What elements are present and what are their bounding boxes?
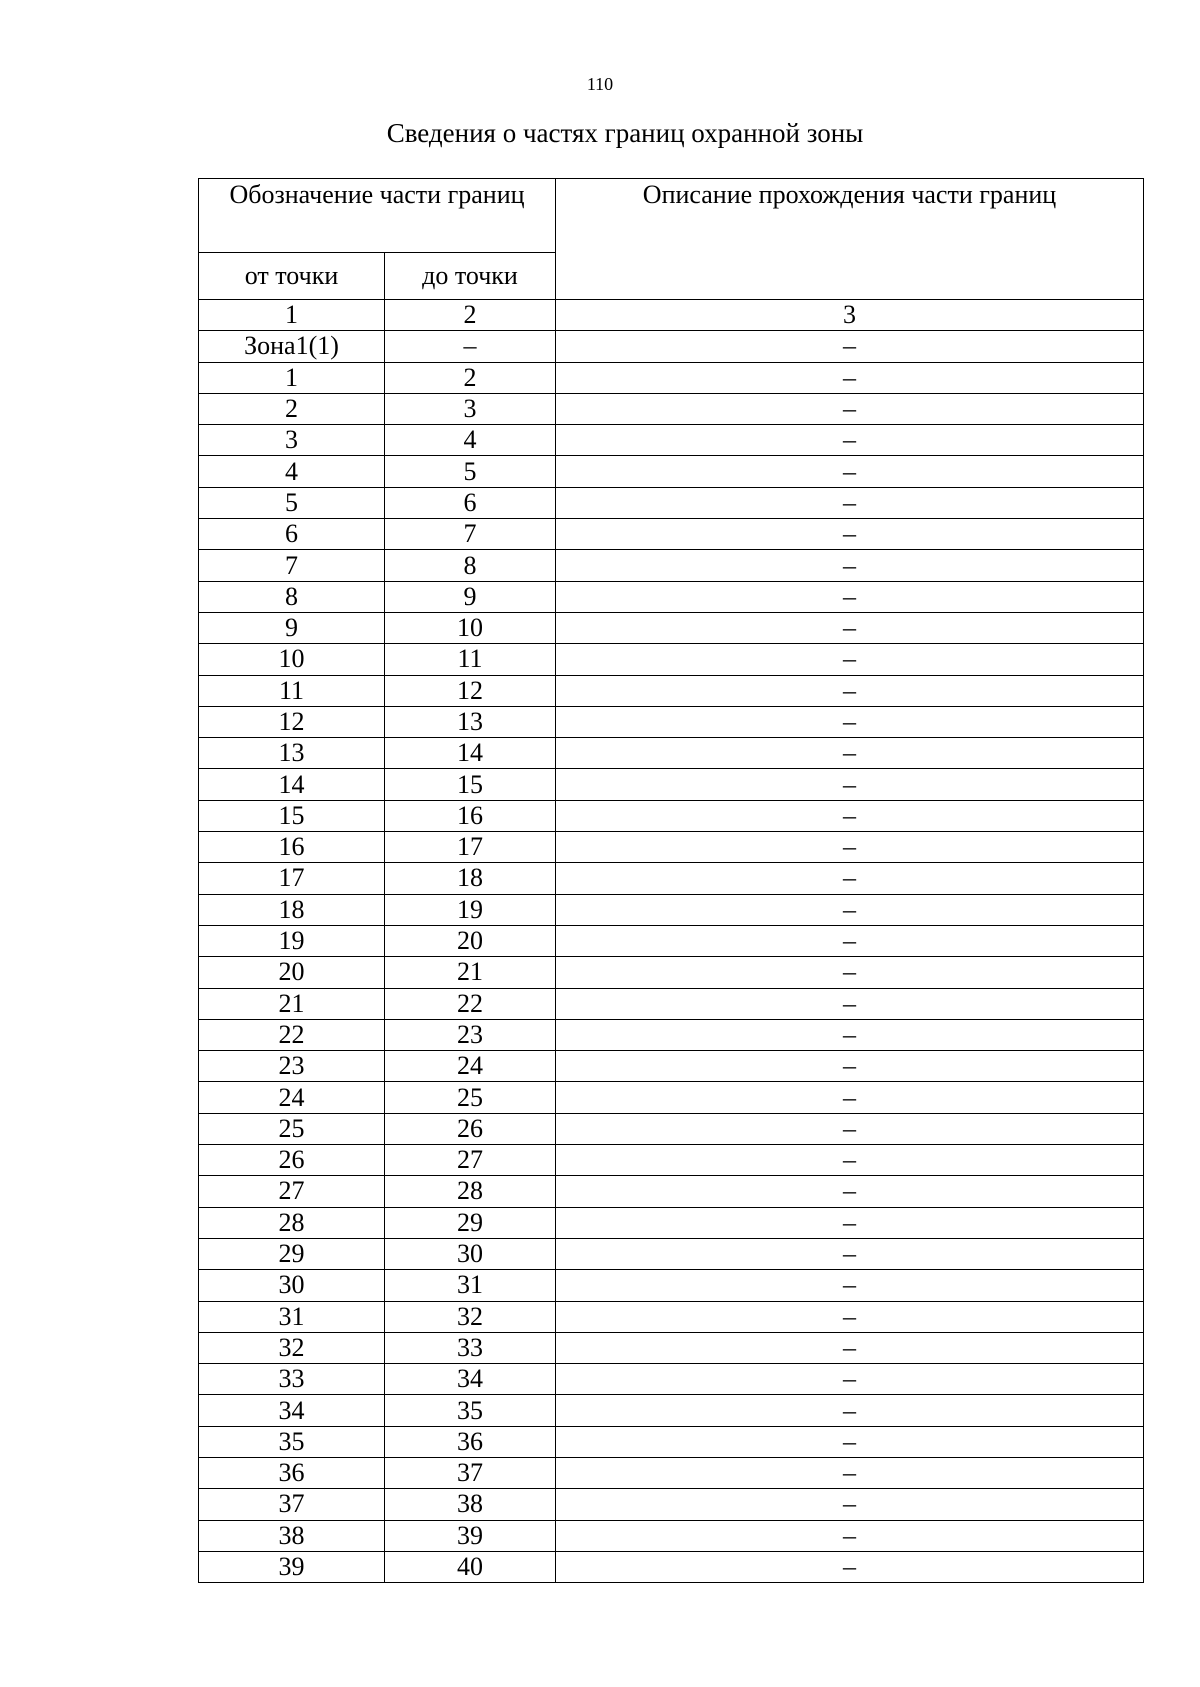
table-row: [199, 1364, 1144, 1395]
to-point-cell: 5: [385, 456, 556, 487]
to-point-cell: 7: [385, 519, 556, 550]
column-number-cell: 1: [199, 300, 385, 331]
from-point-cell: 33: [199, 1364, 385, 1395]
table-row: [199, 1113, 1144, 1144]
to-point-cell: 2: [385, 362, 556, 393]
from-point-cell: 30: [199, 1270, 385, 1301]
column-number-cell: 3: [556, 300, 1144, 331]
table-row: [199, 487, 1144, 518]
from-point-cell: 27: [199, 1176, 385, 1207]
description-cell: –: [556, 487, 1144, 518]
to-point-cell: 17: [385, 832, 556, 863]
description-cell: –: [556, 1395, 1144, 1426]
table-body: [199, 300, 1144, 1583]
description-cell: –: [556, 362, 1144, 393]
from-point-cell: 11: [199, 675, 385, 706]
description-cell: –: [556, 331, 1144, 362]
from-point-cell: 25: [199, 1113, 385, 1144]
description-cell: –: [556, 393, 1144, 424]
table-row: [199, 425, 1144, 456]
from-point-cell: 36: [199, 1457, 385, 1488]
table-row: [199, 1426, 1144, 1457]
from-point-cell: 14: [199, 769, 385, 800]
table-row: [199, 519, 1144, 550]
document-title: Сведения о частях границ охранной зоны: [386, 118, 864, 148]
description-cell: –: [556, 1082, 1144, 1113]
to-point-cell: 8: [385, 550, 556, 581]
from-point-cell: 19: [199, 925, 385, 956]
description-cell: –: [556, 1176, 1144, 1207]
from-point-cell: 10: [199, 644, 385, 675]
description-cell: –: [556, 800, 1144, 831]
from-point-cell: 12: [199, 706, 385, 737]
from-point-cell: 13: [199, 738, 385, 769]
from-point-cell: 18: [199, 894, 385, 925]
table-row: [199, 550, 1144, 581]
table-row: [199, 1520, 1144, 1551]
to-point-cell: 15: [385, 769, 556, 800]
to-point-cell: 4: [385, 425, 556, 456]
to-point-cell: 22: [385, 988, 556, 1019]
table-row: [199, 1270, 1144, 1301]
table-row: [199, 1207, 1144, 1238]
description-cell: –: [556, 425, 1144, 456]
from-point-cell: 3: [199, 425, 385, 456]
description-cell: –: [556, 894, 1144, 925]
to-point-cell: 29: [385, 1207, 556, 1238]
from-point-cell: 15: [199, 800, 385, 831]
description-cell: –: [556, 706, 1144, 737]
table-row: [199, 769, 1144, 800]
from-point-cell: 2: [199, 393, 385, 424]
from-point-cell: 5: [199, 487, 385, 518]
to-point-cell: 36: [385, 1426, 556, 1457]
description-cell: –: [556, 1270, 1144, 1301]
header-boundary-designation: Обозначение части границ: [199, 179, 556, 253]
from-point-cell: 9: [199, 612, 385, 643]
table-row: [199, 1145, 1144, 1176]
to-point-cell: 23: [385, 1019, 556, 1050]
description-cell: –: [556, 1489, 1144, 1520]
column-number-cell: 2: [385, 300, 556, 331]
description-cell: –: [556, 1457, 1144, 1488]
from-point-cell: 35: [199, 1426, 385, 1457]
table-row: [199, 612, 1144, 643]
from-point-cell: 39: [199, 1551, 385, 1582]
description-cell: –: [556, 988, 1144, 1019]
table-row: [199, 1551, 1144, 1582]
to-point-cell: 37: [385, 1457, 556, 1488]
description-cell: –: [556, 1301, 1144, 1332]
description-cell: –: [556, 925, 1144, 956]
from-point-cell: 8: [199, 581, 385, 612]
description-cell: –: [556, 1113, 1144, 1144]
boundary-parts-table: [198, 178, 1144, 1583]
description-cell: –: [556, 1207, 1144, 1238]
page-number: 110: [586, 74, 614, 94]
to-point-cell: 18: [385, 863, 556, 894]
to-point-cell: 3: [385, 393, 556, 424]
table-row: [199, 988, 1144, 1019]
table-row: [199, 800, 1144, 831]
description-cell: –: [556, 456, 1144, 487]
from-point-cell: 26: [199, 1145, 385, 1176]
from-point-cell: 37: [199, 1489, 385, 1520]
description-cell: –: [556, 738, 1144, 769]
from-point-cell: 17: [199, 863, 385, 894]
from-point-cell: 32: [199, 1332, 385, 1363]
header-from-point: от точки: [199, 253, 385, 300]
table-row: [199, 1489, 1144, 1520]
from-point-cell: 29: [199, 1238, 385, 1269]
to-point-cell: 24: [385, 1051, 556, 1082]
to-point-cell: 6: [385, 487, 556, 518]
table-row: [199, 675, 1144, 706]
to-point-cell: 10: [385, 612, 556, 643]
from-point-cell: 16: [199, 832, 385, 863]
to-point-cell: 9: [385, 581, 556, 612]
description-cell: –: [556, 832, 1144, 863]
description-cell: –: [556, 1426, 1144, 1457]
to-point-cell: 21: [385, 957, 556, 988]
table-row: [199, 832, 1144, 863]
from-point-cell: 6: [199, 519, 385, 550]
to-point-cell: 32: [385, 1301, 556, 1332]
table-row: [199, 957, 1144, 988]
description-cell: –: [556, 1364, 1144, 1395]
description-cell: –: [556, 1238, 1144, 1269]
header-to-point: до точки: [385, 253, 556, 300]
table-row: [199, 863, 1144, 894]
from-point-cell: 20: [199, 957, 385, 988]
description-cell: –: [556, 1051, 1144, 1082]
description-cell: –: [556, 957, 1144, 988]
table-row: [199, 1051, 1144, 1082]
from-point-cell: Зона1(1): [199, 331, 385, 362]
table-row: [199, 1019, 1144, 1050]
table-row: [199, 706, 1144, 737]
description-cell: –: [556, 644, 1144, 675]
description-cell: –: [556, 675, 1144, 706]
to-point-cell: 19: [385, 894, 556, 925]
to-point-cell: 27: [385, 1145, 556, 1176]
to-point-cell: 28: [385, 1176, 556, 1207]
table-row: [199, 644, 1144, 675]
to-point-cell: 13: [385, 706, 556, 737]
from-point-cell: 31: [199, 1301, 385, 1332]
to-point-cell: 33: [385, 1332, 556, 1363]
table-row: [199, 1082, 1144, 1113]
table-row: [199, 1395, 1144, 1426]
description-cell: –: [556, 581, 1144, 612]
table-row: [199, 456, 1144, 487]
table-row: [199, 1457, 1144, 1488]
from-point-cell: 1: [199, 362, 385, 393]
header-boundary-description: Описание прохождения части границ: [556, 179, 1144, 300]
table-row: [199, 1176, 1144, 1207]
description-cell: –: [556, 769, 1144, 800]
description-cell: –: [556, 1145, 1144, 1176]
from-point-cell: 4: [199, 456, 385, 487]
column-number-row: [199, 300, 1144, 331]
from-point-cell: 23: [199, 1051, 385, 1082]
to-point-cell: 14: [385, 738, 556, 769]
from-point-cell: 22: [199, 1019, 385, 1050]
to-point-cell: 12: [385, 675, 556, 706]
table-row: [199, 362, 1144, 393]
to-point-cell: 25: [385, 1082, 556, 1113]
table-row: [199, 894, 1144, 925]
to-point-cell: 35: [385, 1395, 556, 1426]
from-point-cell: 7: [199, 550, 385, 581]
description-cell: –: [556, 1019, 1144, 1050]
from-point-cell: 24: [199, 1082, 385, 1113]
to-point-cell: 11: [385, 644, 556, 675]
table-row: [199, 925, 1144, 956]
from-point-cell: 38: [199, 1520, 385, 1551]
description-cell: –: [556, 1551, 1144, 1582]
description-cell: –: [556, 519, 1144, 550]
description-cell: –: [556, 1332, 1144, 1363]
to-point-cell: 26: [385, 1113, 556, 1144]
to-point-cell: 34: [385, 1364, 556, 1395]
to-point-cell: 39: [385, 1520, 556, 1551]
from-point-cell: 34: [199, 1395, 385, 1426]
table-row: [199, 393, 1144, 424]
to-point-cell: 30: [385, 1238, 556, 1269]
table-row: [199, 738, 1144, 769]
description-cell: –: [556, 863, 1144, 894]
to-point-cell: 16: [385, 800, 556, 831]
table-row: [199, 331, 1144, 362]
to-point-cell: 38: [385, 1489, 556, 1520]
table-row: [199, 1332, 1144, 1363]
table-row: [199, 1301, 1144, 1332]
table-row: [199, 581, 1144, 612]
description-cell: –: [556, 1520, 1144, 1551]
description-cell: –: [556, 612, 1144, 643]
to-point-cell: 40: [385, 1551, 556, 1582]
table-row: [199, 1238, 1144, 1269]
from-point-cell: 28: [199, 1207, 385, 1238]
to-point-cell: 31: [385, 1270, 556, 1301]
from-point-cell: 21: [199, 988, 385, 1019]
to-point-cell: 20: [385, 925, 556, 956]
description-cell: –: [556, 550, 1144, 581]
to-point-cell: –: [385, 331, 556, 362]
